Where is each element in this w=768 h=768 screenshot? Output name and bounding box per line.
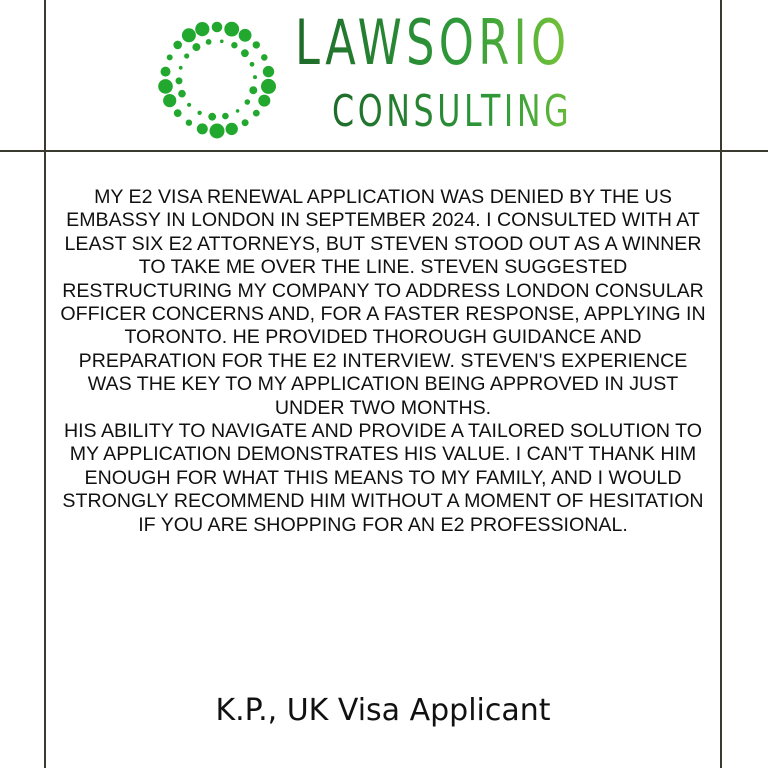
- logo-dot: [245, 99, 251, 105]
- logo-dot: [173, 41, 182, 50]
- logo-dot: [179, 66, 183, 70]
- logo-dot: [161, 67, 171, 77]
- logo-dot: [178, 90, 186, 98]
- logo-dot: [184, 53, 189, 58]
- logo-dot: [253, 41, 260, 48]
- logo-dot: [210, 124, 225, 139]
- logo-dot: [261, 79, 276, 94]
- logo: [150, 6, 620, 140]
- logo-dot: [253, 75, 257, 79]
- logo-dot: [236, 109, 240, 113]
- logo-dot: [249, 86, 257, 94]
- logo-dot: [226, 123, 238, 135]
- logo-dot: [197, 111, 201, 115]
- testimonial-text: [60, 186, 706, 537]
- logo-dot: [158, 79, 173, 94]
- logo-dot: [182, 28, 196, 42]
- frame-line-right: [720, 0, 722, 768]
- frame-line-horizontal: [0, 150, 768, 152]
- dotted-circle-logo-icon: [154, 16, 280, 142]
- testimonial-attribution: K.P., UK Visa Applicant: [215, 693, 551, 728]
- frame-line-left: [44, 0, 46, 768]
- logo-wordmark-lawsorio: LAWSORIO: [295, 12, 626, 74]
- logo-dot: [220, 40, 224, 44]
- logo-dot: [208, 113, 216, 121]
- logo-dot: [250, 62, 255, 67]
- logo-dot: [263, 66, 274, 77]
- logo-dot: [242, 119, 249, 126]
- logo-dot: [176, 77, 183, 84]
- logo-dot: [192, 43, 200, 51]
- logo-dot: [167, 54, 173, 60]
- logo-dot: [186, 120, 192, 126]
- logo-dot: [197, 123, 208, 134]
- logo-dot: [258, 95, 270, 107]
- logo-dot: [212, 22, 223, 33]
- logo-dot: [253, 110, 260, 117]
- logo-dot: [163, 94, 176, 107]
- logo-dot: [261, 54, 268, 61]
- testimonial-paragraph-2: HIS ABILITY TO NAVIGATE AND PROVIDE A TAILORED SOLUTION TO MY APPLICATION DEMONSTRATES HIS VALUE. I CAN'T THANK HIM ENOUGH FOR WHAT THIS MEANS TO MY FAMILY, AND I WOULD STRONGLY RECOMMEND HIM WITHOUT A MOMENT OF HESITATION IF YOU ARE SHOPPING FOR AN E2 PROFESSIONAL.: [62, 420, 704, 536]
- logo-wordmark-consulting: CONSULTING: [332, 90, 634, 134]
- logo-dot: [224, 22, 239, 37]
- logo-dot: [187, 103, 191, 107]
- logo-dot: [241, 49, 249, 57]
- logo-dot: [231, 42, 237, 48]
- logo-dot: [206, 39, 212, 45]
- logo-dot: [222, 113, 229, 120]
- testimonial-paragraph-1: MY E2 VISA RENEWAL APPLICATION WAS DENIED BY THE US EMBASSY IN LONDON IN SEPTEMBER 2024. I CONSULTED WITH AT LEAST SIX E2 ATTORNEYS, BUT STEVEN STOOD OUT AS A WINNER TO TAKE ME OVER THE LINE. STEVEN SUGGESTED RESTRUCTURING MY COMPANY TO ADDRESS LONDON CONSULAR OFFICER CONCERNS AND, FOR A FASTER RESPONSE, APPLYING IN TORONTO. HE PROVIDED THOROUGH GUIDANCE AND PREPARATION FOR THE E2 INTERVIEW. STEVEN'S EXPERIENCE WAS THE KEY TO MY APPLICATION BEING APPROVED IN JUST UNDER TWO MONTHS.: [60, 186, 706, 419]
- logo-dot: [174, 109, 182, 117]
- logo-dot: [195, 22, 209, 36]
- logo-dot: [239, 29, 252, 42]
